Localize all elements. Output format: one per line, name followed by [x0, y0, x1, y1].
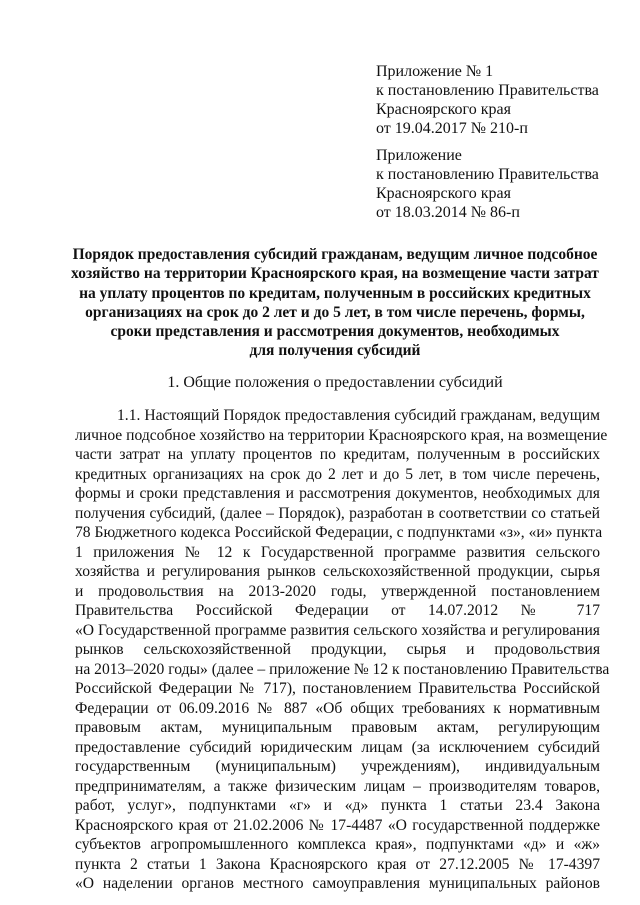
- paragraph-line: личное подсобное хозяйство на территории Красноярского края, на возмещение: [75, 426, 608, 444]
- title-line: на уплату процентов по кредитам, полученным в российских кредитных: [79, 284, 591, 302]
- appendix-line: от 18.03.2014 № 86-п: [376, 204, 520, 221]
- paragraph-line: Российской Федерации № 717), постановлением Правительства Российской: [75, 680, 600, 697]
- paragraph-1-1: [75, 406, 610, 894]
- paragraph-line: предпринимателям, а также физическим лицам – производителям товаров,: [75, 777, 600, 795]
- paragraph-line: части затрат на уплату процентов по кредитам, полученным в российских: [75, 446, 600, 463]
- appendix-1-header: [376, 62, 626, 138]
- paragraph-line: получения субсидий, (далее – Порядок), разработан в соответствии со статьей: [75, 504, 600, 522]
- appendix-2-header: [376, 146, 626, 222]
- appendix-line: Приложение № 1: [376, 63, 494, 80]
- paragraph-line: работ, услуг», подпунктами «г» и «д» пункта 1 статьи 23.4 Закона: [75, 797, 600, 814]
- paragraph-line: Федерации от 06.09.2016 № 887 «Об общих требованиях к нормативным: [75, 699, 600, 717]
- appendix-line: от 19.04.2017 № 210-п: [376, 120, 528, 137]
- paragraph-line: субъектов агропромышленного комплекса края», подпунктами «д» и «ж»: [75, 836, 600, 853]
- paragraph-line: «О Государственной программе развития сельского хозяйства и регулирования: [75, 621, 600, 639]
- title-line: сроки представления и рассмотрения документов, необходимых: [110, 323, 560, 341]
- paragraph-line: 1.1. Настоящий Порядок предоставления субсидий гражданам, ведущим: [117, 407, 600, 424]
- section-heading: 1. Общие положения о предоставлении субсидий: [167, 374, 503, 391]
- title-line: хозяйство на территории Красноярского края, на возмещение части затрат: [71, 265, 599, 283]
- paragraph-line: 78 Бюджетного кодекса Российской Федерации, с подпунктами «з», «и» пункта: [75, 524, 603, 541]
- paragraph-line: пункта 2 статьи 1 Закона Красноярского края от 27.12.2005 № 17-4397: [75, 855, 600, 873]
- document-title: [70, 245, 600, 361]
- paragraph-line: на 2013–2020 годы» (далее – приложение № 12 к постановлению Правительства: [75, 660, 610, 678]
- paragraph-line: рынков сельскохозяйственной продукции, сырья и продовольствия: [75, 641, 600, 658]
- paragraph-line: правовым актам, муниципальным правовым актам, регулирующим: [75, 719, 600, 736]
- appendix-line: к постановлению Правительства: [376, 82, 599, 99]
- title-line: организациях на срок до 2 лет и до 5 лет, в том числе перечень, формы,: [85, 303, 585, 321]
- paragraph-line: и продовольствия на 2013-2020 годы, утвержденной постановлением: [75, 582, 600, 600]
- appendix-line: к постановлению Правительства: [376, 166, 599, 183]
- paragraph-line: формы и сроки представления и рассмотрения документов, необходимых для: [75, 485, 600, 502]
- paragraph-line: кредитных организациях на срок до 2 лет и до 5 лет, в том числе перечень,: [75, 465, 600, 483]
- paragraph-line: предоставление субсидий юридическим лицам (за исключением субсидий: [75, 738, 600, 756]
- appendix-line: Приложение: [376, 147, 462, 164]
- paragraph-line: хозяйства и регулирования рынков сельскохозяйственной продукции, сырья: [75, 563, 600, 580]
- title-line: для получения субсидий: [249, 342, 421, 360]
- paragraph-line: 1 приложения № 12 к Государственной программе развития сельского: [75, 543, 600, 561]
- paragraph-line: Правительства Российской Федерации от 14.07.2012 № 717: [75, 602, 600, 619]
- title-line: Порядок предоставления субсидий гражданам, ведущим личное подсобное: [72, 246, 598, 263]
- paragraph-line: «О наделении органов местного самоуправления муниципальных районов: [75, 875, 600, 892]
- paragraph-line: Красноярского края от 21.02.2006 № 17-4487 «О государственной поддержке: [75, 816, 600, 834]
- appendix-line: Красноярского края: [376, 185, 511, 202]
- appendix-line: Красноярского края: [376, 101, 511, 118]
- paragraph-line: государственным (муниципальным) учреждениям), индивидуальным: [75, 758, 600, 775]
